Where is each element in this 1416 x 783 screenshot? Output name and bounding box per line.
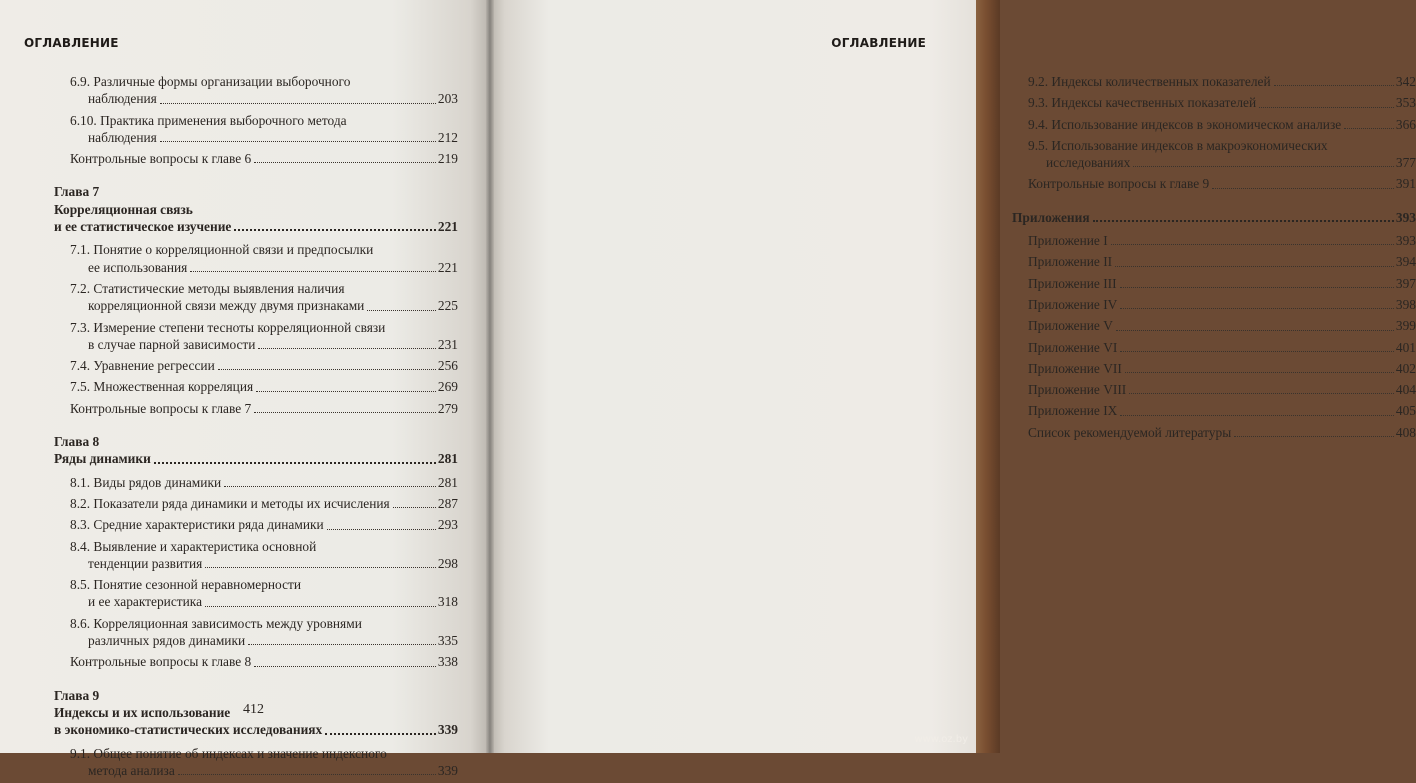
entry-title: Приложение III [1028,275,1117,291]
entry-page-number: 393 [1395,209,1416,225]
entry-title: Приложение VII [1028,360,1122,376]
toc-entry [54,576,458,611]
dot-leader [160,141,436,142]
running-header-left: ОГЛАВЛЕНИЕ [24,36,119,50]
toc-line [70,129,458,146]
entry-page-number: 404 [1395,382,1416,398]
dot-leader [1116,330,1394,331]
toc-entry [1012,232,1416,249]
toc-line [70,357,458,374]
toc-line [1028,296,1416,313]
dot-leader [256,391,436,392]
toc-entry [1012,339,1416,356]
chapter-label: Глава 9 [54,687,100,703]
entry-title: 6.10. Практика применения выборочного метода [70,112,347,128]
chapter-title: Корреляционная связь [54,201,193,217]
entry-page-number: 219 [437,151,458,167]
entry-page-number: 377 [1395,155,1416,171]
entry-title: 7.1. Понятие о корреляционной связи и предпосылки [70,242,374,258]
entry-page-number: 353 [1395,95,1416,111]
entry-title: Контрольные вопросы к главе 9 [1028,176,1210,192]
toc-entry [1012,296,1416,313]
toc-entry [1012,360,1416,377]
entry-title: ее использования [88,259,188,275]
chapter-label: Глава 7 [54,184,100,200]
toc-left [54,73,458,783]
entry-title: Приложение V [1028,318,1113,334]
toc-entry [54,538,458,573]
chapter-heading [54,183,458,235]
toc-entry [1012,424,1416,441]
entry-title: Ряды динамики [54,451,151,467]
entry-title: 9.2. Индексы количественных показателей [1028,74,1271,89]
entry-title: Приложение II [1028,254,1113,270]
dot-leader [1125,372,1394,373]
entry-page-number: 279 [437,400,458,416]
entry-title: 9.1. Общее понятие об индексах и значение индексного [70,745,387,761]
entry-page-number: 402 [1395,360,1416,376]
toc-line [54,450,458,467]
toc-line [1028,253,1416,270]
chapter-heading [1012,209,1416,226]
dot-leader [224,486,436,487]
toc-right [1012,73,1416,445]
entry-title: Список рекомендуемой литературы [1028,424,1232,440]
entry-page-number: 339 [437,762,458,778]
toc-line [70,555,458,572]
entry-title: 8.4. Выявление и характеристика основной [70,538,317,554]
dot-leader [367,310,436,311]
dot-leader [160,103,436,104]
toc-line [1028,317,1416,334]
toc-line [1028,360,1416,377]
toc-entry [54,378,458,395]
toc-entry [54,73,458,108]
toc-entry [54,400,458,417]
toc-line [1012,209,1416,226]
dot-leader [1129,393,1394,394]
toc-entry [1012,137,1416,172]
toc-line [70,150,458,167]
toc-entry [54,241,458,276]
entry-page-number: 318 [437,594,458,610]
dot-leader [1120,308,1394,309]
dot-leader [190,271,436,272]
toc-line [1028,73,1416,90]
toc-line [70,653,458,670]
entry-title: 7.4. Уравнение регрессии [70,358,215,374]
watermark: www.oz.by [914,734,968,745]
dot-leader [1093,220,1394,222]
toc-entry [1012,275,1416,292]
toc-entry [1012,94,1416,111]
entry-title: наблюдения [88,91,157,107]
entry-page-number: 399 [1395,318,1416,334]
toc-entry [54,495,458,512]
right-page [490,0,1416,753]
dot-leader [1259,107,1394,108]
entry-title: 8.2. Показатели ряда динамики и методы их исчисления [70,495,390,511]
entry-title: и ее характеристика [88,594,203,610]
dot-leader [254,162,436,163]
dot-leader [234,229,436,231]
toc-line [70,297,458,314]
dot-leader [1115,266,1394,267]
entry-title: в экономико-статистических исследованиях [54,722,323,738]
toc-line [70,474,458,491]
toc-line [70,593,458,610]
dot-leader [258,348,435,349]
toc-line [1028,424,1416,441]
entry-title: 8.5. Понятие сезонной неравномерности [70,577,302,593]
entry-page-number: 221 [437,259,458,275]
entry-page-number: 339 [437,722,458,738]
toc-line [1028,402,1416,419]
dot-leader [178,774,436,775]
toc-line [70,90,458,107]
toc-line [70,516,458,533]
toc-entry [54,150,458,167]
entry-page-number: 212 [437,129,458,145]
entry-title: 9.3. Индексы качественных показателей [1028,95,1257,111]
entry-title: 7.5. Множественная корреляция [70,379,254,395]
dot-leader [205,567,436,568]
toc-line [1028,381,1416,398]
page-number: 412 [243,702,264,717]
entry-title: Контрольные вопросы к главе 6 [70,151,252,167]
toc-line [1028,275,1416,292]
entry-page-number: 293 [437,517,458,533]
entry-page-number: 366 [1395,116,1416,132]
entry-title: Приложение IV [1028,296,1118,312]
entry-title: Приложение I [1028,233,1108,249]
toc-line [54,218,458,235]
toc-entry [1012,253,1416,270]
book-spine-shadow [486,0,494,753]
toc-line [1028,116,1416,133]
toc-entry [1012,73,1416,90]
toc-entry [1012,116,1416,133]
entry-page-number: 203 [437,91,458,107]
toc-line [70,378,458,395]
toc-line [1028,175,1416,192]
dot-leader [205,606,436,607]
toc-line [70,400,458,417]
entry-page-number: 342 [1395,74,1416,89]
toc-entry [1012,317,1416,334]
entry-title: в случае парной зависимости [88,336,256,352]
dot-leader [154,462,436,464]
running-header-right: ОГЛАВЛЕНИЕ [831,36,926,50]
entry-title: наблюдения [88,129,157,145]
entry-page-number: 408 [1395,424,1416,440]
toc-line [1028,339,1416,356]
entry-title: 8.1. Виды рядов динамики [70,474,222,490]
entry-page-number: 401 [1395,339,1416,355]
chapter-label: Глава 8 [54,434,100,450]
entry-title: корреляционной связи между двумя признаками [88,298,365,314]
toc-line [1028,94,1416,111]
entry-page-number: 281 [437,474,458,490]
dot-leader [1344,128,1394,129]
book-cover-edge [976,0,1000,753]
dot-leader [254,666,436,667]
toc-entry [1012,175,1416,192]
toc-entry [54,516,458,533]
chapter-title: Индексы и их использование [54,704,231,720]
entry-title: исследованиях [1046,155,1131,171]
entry-title: 8.3. Средние характеристики ряда динамики [70,517,324,533]
entry-page-number: 335 [437,633,458,649]
dot-leader [1234,436,1394,437]
entry-title: 6.9. Различные формы организации выборочного [70,74,351,89]
entry-title: Приложение VI [1028,339,1118,355]
entry-page-number: 397 [1395,275,1416,291]
entry-page-number: 394 [1395,254,1416,270]
dot-leader [325,733,436,735]
entry-title: тенденции развития [88,555,203,571]
entry-page-number: 225 [437,298,458,314]
toc-entry [1012,402,1416,419]
entry-page-number: 269 [437,379,458,395]
left-page [0,0,490,778]
dot-leader [1133,166,1394,167]
toc-entry [54,615,458,650]
entry-page-number: 398 [1395,296,1416,312]
dot-leader [1212,188,1394,189]
entry-page-number: 405 [1395,403,1416,419]
toc-entry [54,112,458,147]
entry-title: и ее статистическое изучение [54,219,232,235]
toc-entry [54,319,458,354]
toc-entry [54,357,458,374]
entry-title: 7.2. Статистические методы выявления наличия [70,280,345,296]
entry-title: 9.5. Использование индексов в макроэкономических [1028,137,1328,153]
dot-leader [1120,415,1394,416]
entry-page-number: 393 [1395,233,1416,249]
entry-title: различных рядов динамики [88,633,246,649]
entry-title: 8.6. Корреляционная зависимость между уровнями [70,615,362,631]
toc-line [70,259,458,276]
dot-leader [248,644,436,645]
entry-page-number: 287 [437,495,458,511]
entry-title: Приложение VIII [1028,382,1127,398]
entry-page-number: 391 [1395,176,1416,192]
toc-line [70,632,458,649]
entry-title: метода анализа [88,762,175,778]
toc-line [54,721,458,738]
entry-page-number: 338 [437,654,458,670]
dot-leader [1274,85,1394,86]
entry-page-number: 256 [437,358,458,374]
entry-title: 9.4. Использование индексов в экономическом анализе [1028,116,1342,132]
toc-entry [54,474,458,491]
toc-line [70,336,458,353]
toc-entry [54,280,458,315]
toc-entry [54,653,458,670]
toc-line [1028,154,1416,171]
dot-leader [1120,287,1394,288]
dot-leader [218,369,436,370]
entry-title: Контрольные вопросы к главе 7 [70,400,252,416]
toc-line [70,495,458,512]
entry-page-number: 231 [437,336,458,352]
dot-leader [393,507,436,508]
chapter-heading [54,433,458,468]
entry-title: Приложения [1012,209,1090,225]
toc-entry [54,745,458,780]
entry-title: Контрольные вопросы к главе 8 [70,654,252,670]
dot-leader [1120,351,1394,352]
dot-leader [327,529,436,530]
entry-page-number: 221 [437,219,458,235]
entry-page-number: 281 [437,451,458,467]
toc-line [1028,232,1416,249]
toc-entry [1012,381,1416,398]
entry-page-number: 298 [437,555,458,571]
toc-line [70,762,458,779]
entry-title: Приложение IX [1028,403,1118,419]
entry-title: 7.3. Измерение степени тесноты корреляционной связи [70,319,386,335]
dot-leader [254,412,436,413]
dot-leader [1111,244,1394,245]
